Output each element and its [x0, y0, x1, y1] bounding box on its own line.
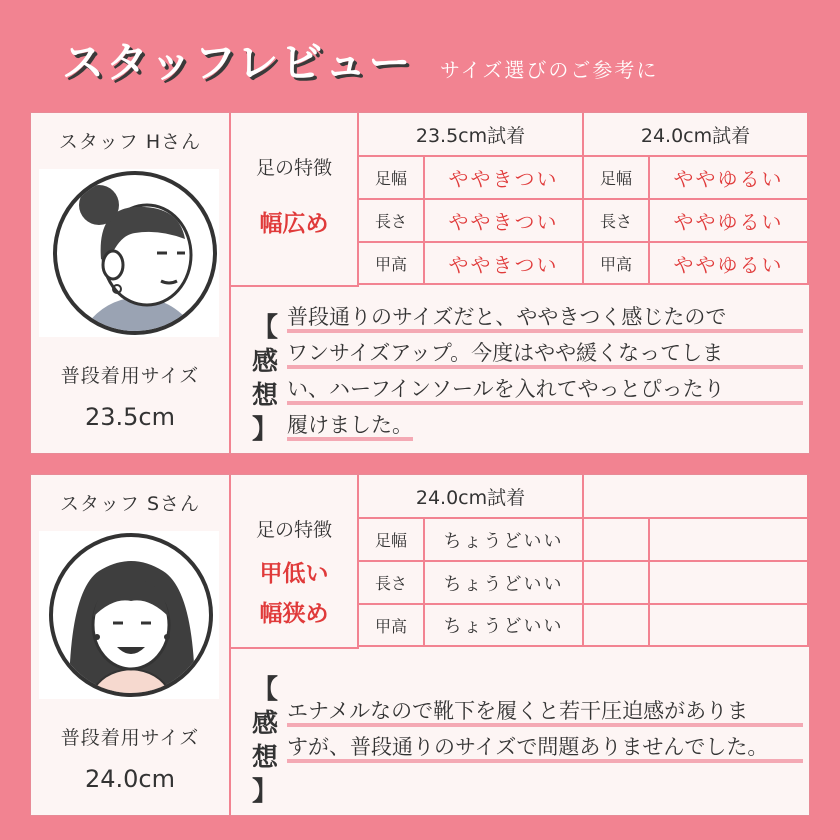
- impression-text: [287, 299, 803, 443]
- foot-feature-value: 幅狭め: [259, 601, 329, 627]
- staff-profile: [31, 475, 231, 815]
- impression-label: [247, 673, 283, 809]
- trial-heading: 23.5cm試着: [359, 113, 584, 157]
- bracket-close: 】: [251, 415, 278, 445]
- fit-attr: 長さ: [359, 562, 425, 605]
- staff-portrait-icon: [39, 169, 219, 337]
- fit-value: ややきつい: [425, 200, 584, 243]
- review-card-h: [30, 112, 810, 454]
- review-details: [231, 113, 809, 453]
- foot-feature-value: 甲低い: [259, 561, 329, 587]
- foot-feature-label: 足の特徴: [255, 157, 332, 179]
- impression-text: [287, 693, 803, 765]
- fit-table: [359, 113, 809, 285]
- review-details: [231, 475, 809, 815]
- impression: [231, 649, 809, 815]
- usual-size-value: 23.5cm: [84, 403, 175, 431]
- staff-name: スタッフ Sさん: [59, 493, 201, 515]
- foot-feature-value: 幅広め: [259, 211, 329, 237]
- fit-value: ややきつい: [425, 157, 584, 200]
- bracket-open: 【: [251, 675, 278, 705]
- header: [0, 0, 840, 110]
- avatar: [39, 169, 219, 337]
- usual-size-value: 24.0cm: [84, 765, 175, 793]
- impression-char: 想: [251, 381, 278, 411]
- foot-feature: [231, 475, 359, 649]
- empty-cell: [584, 605, 650, 647]
- fit-value: ややゆるい: [650, 243, 809, 285]
- fit-value: ちょうどいい: [425, 519, 584, 562]
- foot-feature: [231, 113, 359, 287]
- fit-table: [359, 475, 809, 647]
- usual-size-label: 普段着用サイズ: [60, 727, 200, 749]
- fit-value: ややゆるい: [650, 157, 809, 200]
- impression: [231, 287, 809, 453]
- impression-label: [247, 311, 283, 447]
- staff-portrait-icon: [39, 531, 219, 699]
- impression-char: 感: [251, 347, 278, 377]
- empty-cell: [650, 605, 809, 647]
- fit-attr: 甲高: [359, 243, 425, 285]
- impression-line: い、ハーフインソールを入れてやっとぴったり: [287, 371, 803, 407]
- fit-attr: 足幅: [584, 157, 650, 200]
- staff-profile: [31, 113, 231, 453]
- bracket-open: 【: [251, 313, 278, 343]
- bracket-close: 】: [251, 777, 278, 807]
- fit-value: ちょうどいい: [425, 562, 584, 605]
- review-card-s: [30, 474, 810, 816]
- fit-attr: 甲高: [359, 605, 425, 647]
- empty-cell: [584, 519, 650, 562]
- foot-feature-label: 足の特徴: [255, 519, 332, 541]
- staff-name: スタッフ Hさん: [58, 131, 202, 153]
- empty-cell: [650, 519, 809, 562]
- trial-heading: 24.0cm試着: [584, 113, 809, 157]
- empty-cell: [650, 562, 809, 605]
- empty-cell: [584, 475, 809, 519]
- fit-attr: 甲高: [584, 243, 650, 285]
- fit-value: ややゆるい: [650, 200, 809, 243]
- fit-attr: 足幅: [359, 157, 425, 200]
- fit-value: ややきつい: [425, 243, 584, 285]
- fit-attr: 長さ: [584, 200, 650, 243]
- impression-line: すが、普段通りのサイズで問題ありませんでした。: [287, 729, 803, 765]
- page-title: スタッフレビュー: [62, 38, 413, 87]
- fit-attr: 足幅: [359, 519, 425, 562]
- avatar: [39, 531, 219, 699]
- impression-char: 感: [251, 709, 278, 739]
- fit-value: ちょうどいい: [425, 605, 584, 647]
- impression-line: 普段通りのサイズだと、ややきつく感じたので: [287, 299, 803, 335]
- impression-line: ワンサイズアップ。今度はやや緩くなってしま: [287, 335, 803, 371]
- usual-size-label: 普段着用サイズ: [60, 365, 200, 387]
- impression-line: エナメルなので靴下を履くと若干圧迫感がありま: [287, 693, 803, 729]
- trial-heading: 24.0cm試着: [359, 475, 584, 519]
- empty-cell: [584, 562, 650, 605]
- impression-line: 履けました。: [287, 407, 413, 443]
- page-subtitle: サイズ選びのご参考に: [440, 58, 659, 82]
- fit-attr: 長さ: [359, 200, 425, 243]
- impression-char: 想: [251, 743, 278, 773]
